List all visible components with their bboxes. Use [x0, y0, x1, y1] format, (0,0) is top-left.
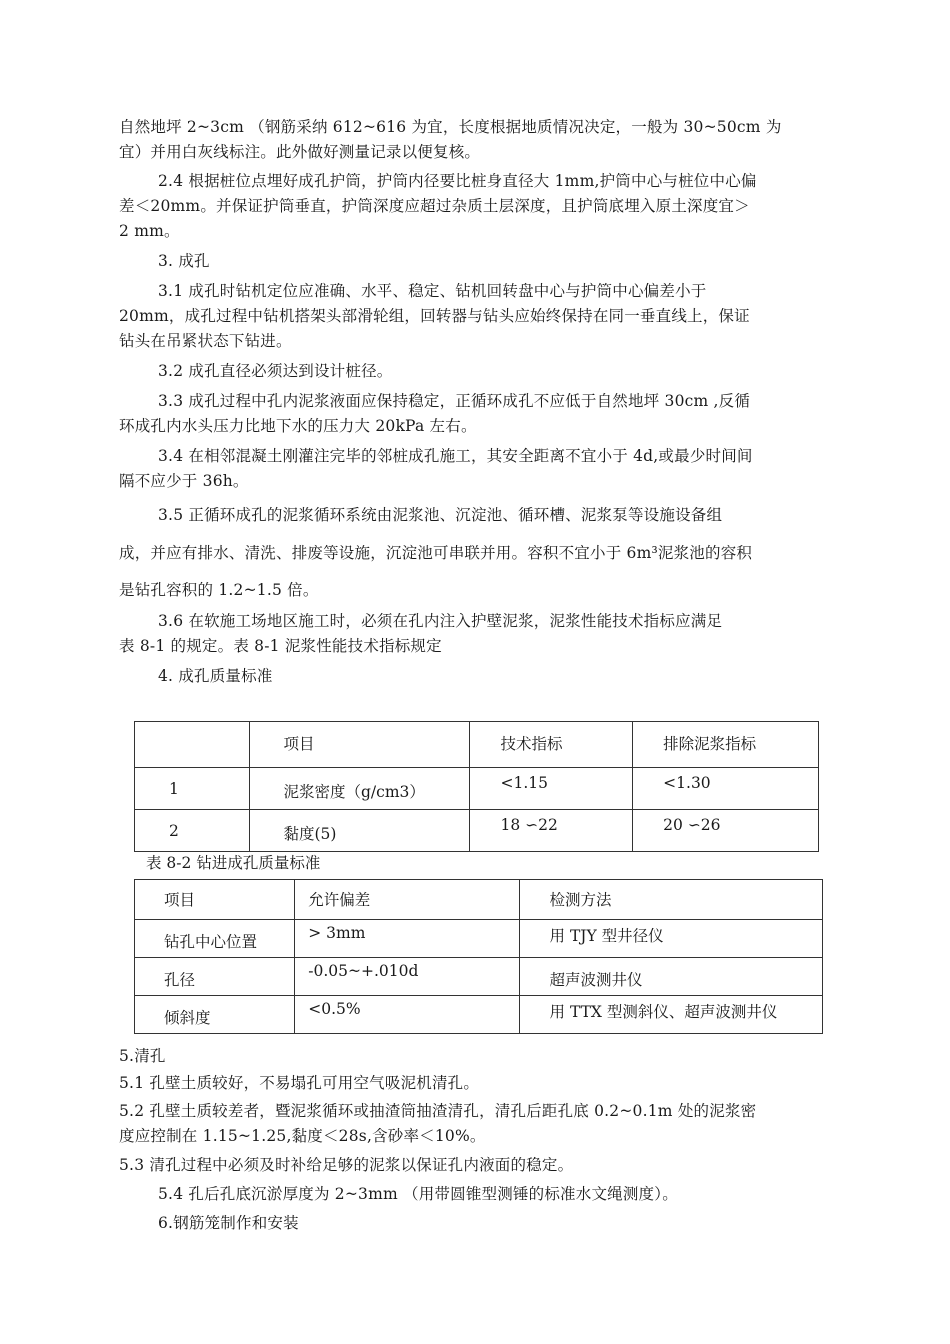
table-header-cell: 项目 [135, 880, 295, 920]
drilling-quality-table [134, 879, 823, 1034]
table-cell: -0.05~+.010d [295, 958, 519, 996]
text-line: 3.4 在相邻混凝土刚灌注完毕的邻桩成孔施工，其安全距离不宜小于 4d,或最少时间间 [158, 447, 753, 465]
table-header-cell: 项目 [249, 722, 470, 768]
text-line: 2 mm。 [119, 222, 180, 240]
mud-performance-table [134, 721, 819, 852]
table-cell: 孔径 [135, 958, 295, 996]
text-line: 钻头在吊紧状态下钻进。 [119, 332, 292, 350]
table-header-cell: 检测方法 [519, 880, 822, 920]
table-caption: 表 8-2 钻进成孔质量标准 [146, 854, 321, 872]
text-line: 3.3 成孔过程中孔内泥浆液面应保持稳定，正循环成孔不应低于自然地坪 30cm ,反循 [158, 392, 751, 410]
table-cell: <0.5% [295, 996, 519, 1034]
table-cell: 2 [135, 810, 250, 852]
table-cell: > 3mm [295, 920, 519, 958]
table-cell: 用 TJY 型井径仪 [519, 920, 822, 958]
text-line: 表 8-1 的规定。表 8-1 泥浆性能技术指标规定 [119, 637, 442, 655]
text-line: 隔不应少于 36h。 [119, 472, 249, 490]
table-header-row [135, 722, 819, 768]
text-line: 3. 成孔 [158, 252, 210, 270]
text-line: 4. 成孔质量标准 [158, 667, 273, 685]
text-line: 6.钢筋笼制作和安装 [158, 1214, 299, 1232]
table-cell: <1.30 [633, 768, 819, 810]
text-line: 3.2 成孔直径必须达到设计桩径。 [158, 362, 393, 380]
text-line: 5.3 清孔过程中必须及时补给足够的泥浆以保证孔内液面的稳定。 [119, 1156, 574, 1174]
table-header-cell: 排除泥浆指标 [633, 722, 819, 768]
text-line: 2.4 根据桩位点埋好成孔护筒，护筒内径要比桩身直径大 1mm,护筒中心与桩位中心偏 [158, 172, 757, 190]
text-line: 5.清孔 [119, 1047, 166, 1065]
text-line: 环成孔内水头压力比地下水的压力大 20kPa 左右。 [119, 417, 477, 435]
table-cell: <1.15 [470, 768, 633, 810]
text-line: 3.6 在软施工场地区施工时，必须在孔内注入护壁泥浆，泥浆性能技术指标应满足 [158, 612, 723, 630]
table-header-cell [135, 722, 250, 768]
text-line: 20mm，成孔过程中钻机搭架头部滑轮组，回转器与钻头应始终保持在同一垂直线上，保证 [119, 307, 750, 325]
table-cell: 黏度(5) [249, 810, 470, 852]
table-cell: 18 ∽22 [470, 810, 633, 852]
table-cell: 1 [135, 768, 250, 810]
table-row [135, 996, 823, 1034]
text-line: 是钻孔容积的 1.2~1.5 倍。 [119, 581, 319, 599]
text-line: 5.2 孔壁土质较差者，暨泥浆循环或抽渣筒抽渣清孔，清孔后距孔底 0.2~0.1m 处的泥浆密 [119, 1102, 757, 1120]
text-line: 5.4 孔后孔底沉淤厚度为 2~3mm （用带圆锥型测锤的标准水文绳测度）。 [158, 1185, 678, 1203]
text-line: 3.1 成孔时钻机定位应准确、水平、稳定、钻机回转盘中心与护筒中心偏差小于 [158, 282, 707, 300]
table-cell: 倾斜度 [135, 996, 295, 1034]
table-header-row [135, 880, 823, 920]
table-cell: 超声波测井仪 [519, 958, 822, 996]
table-header-cell: 技术指标 [470, 722, 633, 768]
table-row [135, 920, 823, 958]
table-row [135, 768, 819, 810]
text-line: 差＜20mm。并保证护筒垂直，护筒深度应超过杂质土层深度，且护筒底埋入原土深度宜＞ [119, 197, 750, 215]
table-cell: 泥浆密度（g/cm3） [249, 768, 470, 810]
text-line: 5.1 孔壁土质较好，不易塌孔可用空气吸泥机清孔。 [119, 1074, 480, 1092]
text-line: 3.5 正循环成孔的泥浆循环系统由泥浆池、沉淀池、循环槽、泥浆泵等设施设备组 [158, 506, 723, 524]
text-line: 宜）并用白灰线标注。此外做好测量记录以便复核。 [119, 143, 481, 161]
table-cell: 20 ∽26 [633, 810, 819, 852]
table-row [135, 810, 819, 852]
table-header-cell: 允许偏差 [295, 880, 519, 920]
text-line: 自然地坪 2~3cm （钢筋采纳 612~616 为宜，长度根据地质情况决定，一般为 30~50cm 为 [119, 118, 782, 136]
table-cell: 钻孔中心位置 [135, 920, 295, 958]
text-line: 成，并应有排水、清洗、排废等设施，沉淀池可串联并用。容积不宜小于 6m³泥浆池的容积 [119, 544, 753, 562]
text-line: 度应控制在 1.15~1.25,黏度＜28s,含砂率＜10%。 [119, 1127, 486, 1145]
table-row [135, 958, 823, 996]
table-cell: 用 TTX 型测斜仪、超声波测井仪 [519, 996, 822, 1034]
